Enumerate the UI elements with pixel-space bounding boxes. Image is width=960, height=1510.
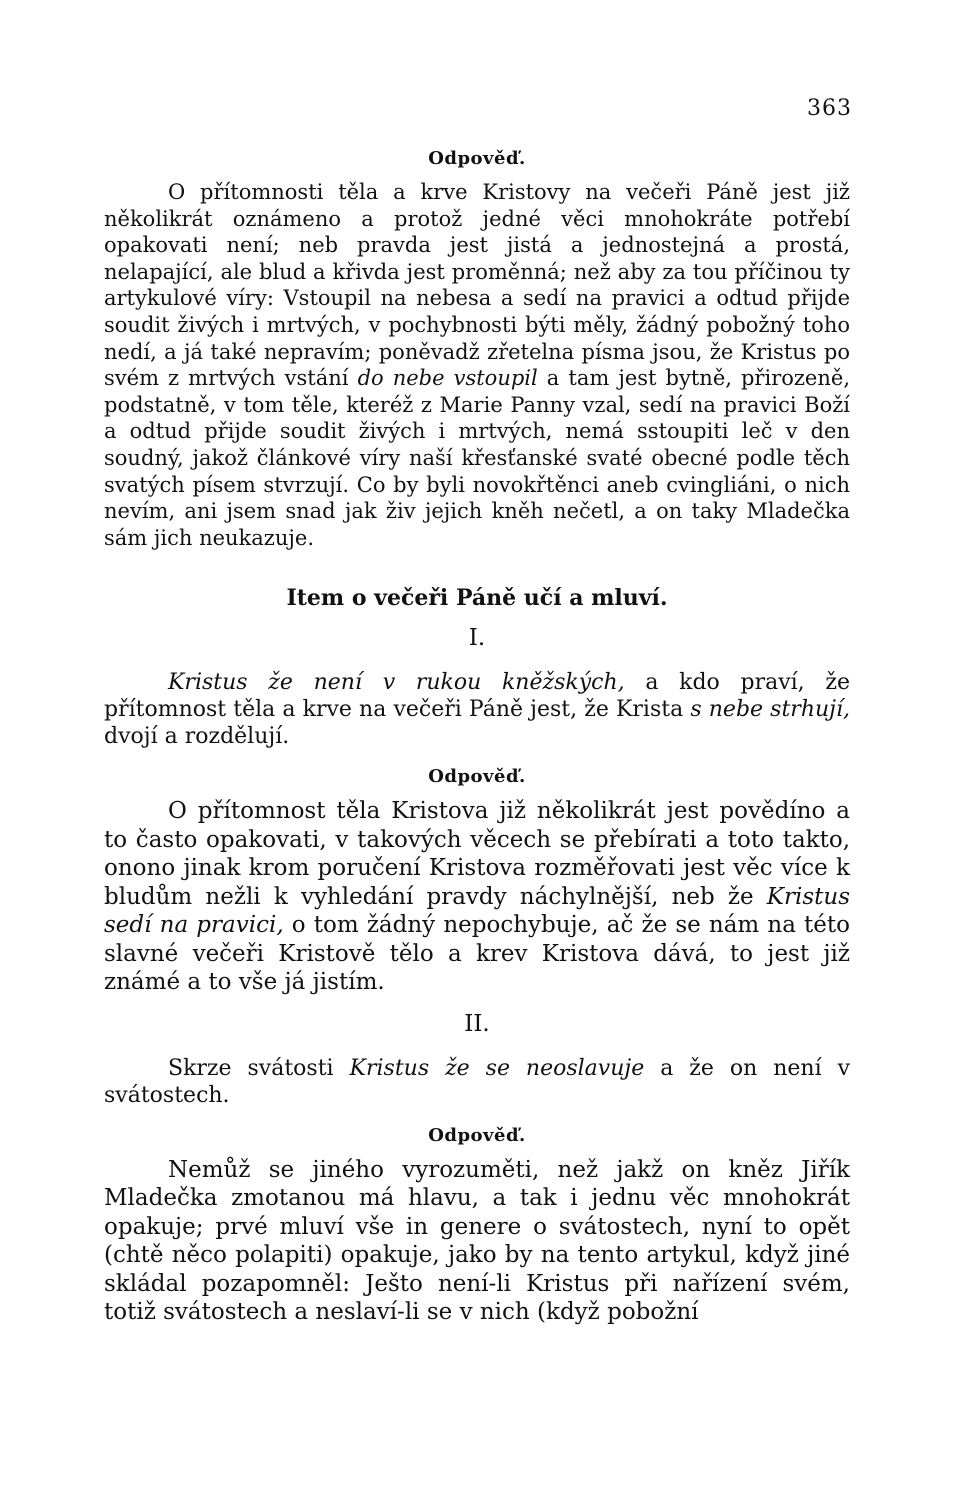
reply-heading-2: Odpověď. [428,766,526,788]
thesis-1-italic-b: s nebe strhují, [690,697,851,723]
thesis-1-text-b: dvojí a rozdělují. [104,724,290,750]
reply-text-1-italic: do nebe vstoupil [357,366,538,391]
reply-paragraph-1 [104,179,850,551]
thesis-1-text-a: a kdo praví, že přítomnost těla a krve na večeři Páně jest, že Krista [104,670,850,723]
thesis-1 [104,669,850,750]
reply-paragraph-2 [104,797,850,997]
roman-numeral-2: II. [464,1010,490,1037]
thesis-2-italic: Kristus že se neoslavuje [349,1055,645,1081]
thesis-2-text-b: a že on není v svátostech. [104,1055,851,1108]
text-column [104,148,850,1327]
reply-text-1a: O přítomnosti těla a krve Kristovy na večeři Páně jest již několikrát oznámeno a protož jedné věci mnohokráte potřebí opakovati není; neb pravda jest jistá a jednostejná a prostá, nelapající, ale blud a křivda jest proměnná; než aby za tou příčinou ty artykulové víry: Vstoupil na nebesa a sedí na pravici a odtud přijde soudit živých i mrtvých, v pochybnosti býti měly, žádný pobožný toho nedí, a já také nepravím; poněvadž zřetelna písma jsou, že Kristus po svém z mrtvých vstání [104,180,850,391]
reply-text-2a: O přítomnost těla Kristova již několikrát jest povědíno a to často opakovati, v takových věcech se přebírati a toto takto, onono jinak krom poručení Kristova rozměřovati jest věc více k bludům nežli k vyhledání pravdy náchylnější, neb že [104,798,850,910]
reply-text-1b: a tam jest bytně, přirozeně, podstatně, v tom těle, kteréž z Marie Panny vzal, sedí na pravici Boží a odtud přijde soudit živých i mrtvých, nemá sstoupiti leč v den soudný, jakož článkové víry naší křesťanské svaté obecné podle těch svatých písem stvrzují. Co by byli novokřtěnci aneb cvingliáni, o nich nevím, ani jsem snad jak živ jejich kněh nečetl, a on taky Mladečka sám jich neukazuje. [104,366,850,550]
section-title: Item o večeři Páně učí a mluví. [286,585,668,612]
reply-text-2-italic: Kristus sedí na pravici, [104,883,850,939]
reply-heading-1: Odpověď. [428,148,526,169]
thesis-2 [104,1055,850,1109]
thesis-2-text-a: Skrze svátosti [168,1055,350,1081]
reply-paragraph-3: Nemůž se jiného vyrozuměti, než jakž on kněz Jiřík Mladečka zmotanou má hlavu, a tak i jednu věc mnohokrát opakuje; prvé mluví vše in genere o svátostech, nyní to opět (chtě něco polapiti) opakuje, jako by na tento artykul, když jiné skládal pozapomněl: Ješto není-li Kristus při nařízení svém, totiž svátostech a neslaví-li se v nich (když pobožní [104,1156,850,1326]
thesis-1-italic-a: Kristus že není v rukou kněžských, [168,670,625,696]
reply-heading-3: Odpověď. [428,1124,526,1146]
reply-text-2b: o tom žádný nepochybuje, ač že se nám na této slavné večeři Kristově tělo a krev Kristova dává, to jest již známé a to vše já jistím. [104,912,850,996]
roman-numeral-1: I. [468,625,486,652]
page-number: 363 [807,96,852,121]
